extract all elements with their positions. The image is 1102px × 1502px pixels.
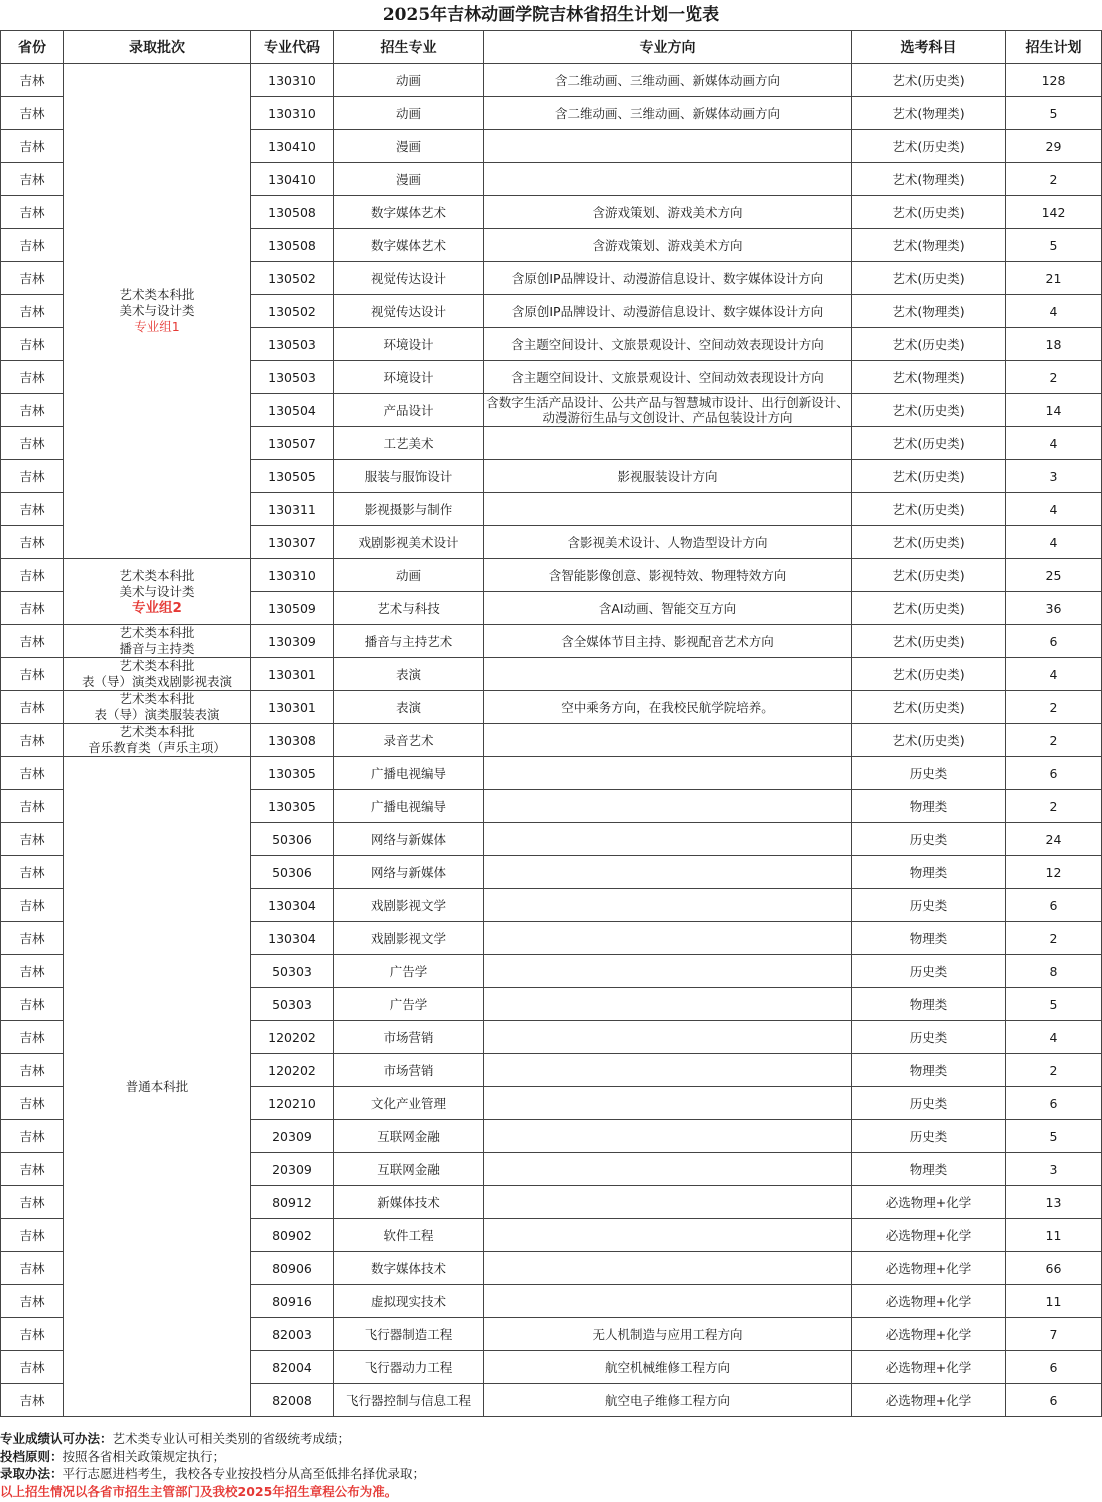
cell-plan: 14 [1006, 394, 1102, 427]
note-line [0, 1465, 1100, 1483]
cell-major: 文化产业管理 [334, 1087, 484, 1120]
cell-code: 20309 [251, 1120, 334, 1153]
cell-direction: 含原创IP品牌设计、动漫游信息设计、数字媒体设计方向 [484, 295, 852, 328]
cell-province: 吉林 [1, 823, 64, 856]
cell-major: 广播电视编导 [334, 757, 484, 790]
cell-plan: 8 [1006, 955, 1102, 988]
note-emphasis: 以上招生情况以各省市招生主管部门及我校2025年招生章程公布为准。 [0, 1483, 398, 1499]
table-row [1, 757, 1102, 790]
header-province: 省份 [1, 31, 64, 64]
cell-plan: 7 [1006, 1318, 1102, 1351]
batch-line1: 普通本科批 [125, 1078, 189, 1094]
cell-code: 130311 [251, 493, 334, 526]
note-text: 艺术类专业认可相关类别的省级统考成绩； [112, 1431, 351, 1446]
cell-province: 吉林 [1, 625, 64, 658]
cell-plan: 18 [1006, 328, 1102, 361]
cell-direction [484, 1186, 852, 1219]
cell-direction: 含二维动画、三维动画、新媒体动画方向 [484, 97, 852, 130]
note-label: 录取办法： [0, 1466, 63, 1481]
cell-plan: 4 [1006, 1021, 1102, 1054]
cell-major: 网络与新媒体 [334, 856, 484, 889]
cell-subject: 艺术(历史类) [852, 658, 1006, 691]
cell-province: 吉林 [1, 1153, 64, 1186]
cell-plan: 5 [1006, 229, 1102, 262]
cell-code: 130301 [251, 691, 334, 724]
cell-major: 表演 [334, 691, 484, 724]
cell-province: 吉林 [1, 889, 64, 922]
cell-province: 吉林 [1, 1318, 64, 1351]
cell-major: 市场营销 [334, 1021, 484, 1054]
cell-plan: 11 [1006, 1285, 1102, 1318]
cell-direction [484, 1252, 852, 1285]
cell-major: 飞行器动力工程 [334, 1351, 484, 1384]
cell-direction [484, 1087, 852, 1120]
batch-line1: 艺术类本科批 [119, 691, 195, 706]
cell-major: 工艺美术 [334, 427, 484, 460]
cell-subject: 艺术(历史类) [852, 625, 1006, 658]
cell-major: 飞行器制造工程 [334, 1318, 484, 1351]
cell-major: 漫画 [334, 163, 484, 196]
cell-code: 130301 [251, 658, 334, 691]
batch-line2: 播音与主持类 [119, 641, 195, 656]
cell-major: 数字媒体艺术 [334, 229, 484, 262]
cell-major: 产品设计 [334, 394, 484, 427]
cell-subject: 艺术(历史类) [852, 691, 1006, 724]
batch-line2: 美术与设计类 [119, 303, 195, 318]
cell-major: 数字媒体艺术 [334, 196, 484, 229]
cell-plan: 2 [1006, 790, 1102, 823]
cell-subject: 艺术(物理类) [852, 229, 1006, 262]
cell-major: 动画 [334, 97, 484, 130]
cell-plan: 2 [1006, 724, 1102, 757]
cell-plan: 2 [1006, 922, 1102, 955]
cell-batch [64, 625, 251, 658]
cell-direction: 含影视美术设计、人物造型设计方向 [484, 526, 852, 559]
cell-plan: 3 [1006, 1153, 1102, 1186]
cell-plan: 6 [1006, 889, 1102, 922]
cell-direction: 无人机制造与应用工程方向 [484, 1318, 852, 1351]
cell-province: 吉林 [1, 361, 64, 394]
cell-major: 播音与主持艺术 [334, 625, 484, 658]
cell-plan: 66 [1006, 1252, 1102, 1285]
cell-subject: 历史类 [852, 823, 1006, 856]
cell-direction [484, 724, 852, 757]
cell-major: 广播电视编导 [334, 790, 484, 823]
batch-line1: 艺术类本科批 [119, 724, 195, 739]
cell-code: 130503 [251, 361, 334, 394]
cell-plan: 4 [1006, 526, 1102, 559]
cell-plan: 11 [1006, 1219, 1102, 1252]
cell-direction: 含主题空间设计、文旅景观设计、空间动效表现设计方向 [484, 361, 852, 394]
cell-subject: 艺术(历史类) [852, 130, 1006, 163]
cell-subject: 必选物理+化学 [852, 1384, 1006, 1417]
cell-subject: 艺术(物理类) [852, 295, 1006, 328]
cell-subject: 艺术(物理类) [852, 163, 1006, 196]
cell-subject: 必选物理+化学 [852, 1318, 1006, 1351]
cell-code: 130508 [251, 229, 334, 262]
cell-direction [484, 1021, 852, 1054]
cell-major: 录音艺术 [334, 724, 484, 757]
cell-direction [484, 493, 852, 526]
cell-plan: 36 [1006, 592, 1102, 625]
cell-subject: 艺术(物理类) [852, 361, 1006, 394]
cell-subject: 物理类 [852, 1054, 1006, 1087]
batch-line1: 艺术类本科批 [119, 567, 195, 583]
cell-subject: 艺术(历史类) [852, 724, 1006, 757]
cell-subject: 历史类 [852, 1087, 1006, 1120]
cell-code: 130305 [251, 790, 334, 823]
cell-province: 吉林 [1, 757, 64, 790]
header-major: 招生专业 [334, 31, 484, 64]
cell-province: 吉林 [1, 724, 64, 757]
cell-direction [484, 823, 852, 856]
cell-code: 130304 [251, 889, 334, 922]
cell-province: 吉林 [1, 592, 64, 625]
cell-major: 表演 [334, 658, 484, 691]
cell-code: 130310 [251, 559, 334, 592]
cell-plan: 25 [1006, 559, 1102, 592]
batch-line1: 艺术类本科批 [119, 658, 195, 673]
cell-major: 戏剧影视文学 [334, 922, 484, 955]
cell-batch [64, 724, 251, 757]
cell-province: 吉林 [1, 559, 64, 592]
cell-subject: 艺术(历史类) [852, 460, 1006, 493]
cell-code: 130410 [251, 163, 334, 196]
cell-direction [484, 427, 852, 460]
cell-plan: 128 [1006, 64, 1102, 97]
cell-direction: 含原创IP品牌设计、动漫游信息设计、数字媒体设计方向 [484, 262, 852, 295]
cell-code: 82003 [251, 1318, 334, 1351]
cell-subject: 艺术(历史类) [852, 64, 1006, 97]
cell-province: 吉林 [1, 526, 64, 559]
cell-subject: 历史类 [852, 955, 1006, 988]
batch-line3: 专业组1 [134, 319, 180, 334]
note-line [0, 1483, 1100, 1501]
header-subject: 选考科目 [852, 31, 1006, 64]
cell-code: 130310 [251, 97, 334, 130]
batch-line2: 音乐教育类（声乐主项） [88, 740, 226, 755]
cell-code: 80912 [251, 1186, 334, 1219]
cell-plan: 6 [1006, 1351, 1102, 1384]
cell-plan: 24 [1006, 823, 1102, 856]
cell-plan: 142 [1006, 196, 1102, 229]
cell-batch [64, 658, 251, 691]
cell-code: 82008 [251, 1384, 334, 1417]
cell-code: 50303 [251, 988, 334, 1021]
cell-subject: 艺术(历史类) [852, 196, 1006, 229]
cell-province: 吉林 [1, 196, 64, 229]
cell-province: 吉林 [1, 790, 64, 823]
cell-major: 漫画 [334, 130, 484, 163]
cell-subject: 艺术(历史类) [852, 526, 1006, 559]
batch-line2: 美术与设计类 [119, 583, 195, 599]
cell-direction [484, 955, 852, 988]
cell-code: 50306 [251, 856, 334, 889]
cell-province: 吉林 [1, 1087, 64, 1120]
table-header-row [1, 31, 1102, 64]
cell-province: 吉林 [1, 988, 64, 1021]
cell-subject: 历史类 [852, 757, 1006, 790]
cell-direction: 含全媒体节目主持、影视配音艺术方向 [484, 625, 852, 658]
cell-province: 吉林 [1, 460, 64, 493]
cell-province: 吉林 [1, 1120, 64, 1153]
cell-subject: 艺术(历史类) [852, 427, 1006, 460]
cell-subject: 必选物理+化学 [852, 1252, 1006, 1285]
cell-plan: 13 [1006, 1186, 1102, 1219]
header-plan: 招生计划 [1006, 31, 1102, 64]
cell-direction [484, 163, 852, 196]
cell-plan: 2 [1006, 1054, 1102, 1087]
cell-direction: 航空机械维修工程方向 [484, 1351, 852, 1384]
cell-subject: 艺术(历史类) [852, 394, 1006, 427]
cell-subject: 必选物理+化学 [852, 1219, 1006, 1252]
cell-province: 吉林 [1, 97, 64, 130]
cell-major: 互联网金融 [334, 1120, 484, 1153]
cell-major: 艺术与科技 [334, 592, 484, 625]
cell-plan: 2 [1006, 361, 1102, 394]
cell-direction: 空中乘务方向，在我校民航学院培养。 [484, 691, 852, 724]
note-text: 平行志愿进档考生，我校各专业按投档分从高至低排名择优录取； [62, 1466, 426, 1481]
cell-code: 50303 [251, 955, 334, 988]
cell-subject: 必选物理+化学 [852, 1351, 1006, 1384]
note-label: 投档原则： [0, 1448, 63, 1464]
cell-code: 80906 [251, 1252, 334, 1285]
cell-major: 视觉传达设计 [334, 262, 484, 295]
cell-code: 130505 [251, 460, 334, 493]
cell-subject: 物理类 [852, 790, 1006, 823]
cell-code: 130509 [251, 592, 334, 625]
cell-direction: 影视服装设计方向 [484, 460, 852, 493]
note-line [0, 1448, 1100, 1466]
cell-plan: 12 [1006, 856, 1102, 889]
cell-batch [64, 757, 251, 1417]
cell-province: 吉林 [1, 922, 64, 955]
cell-direction [484, 889, 852, 922]
cell-direction: 含游戏策划、游戏美术方向 [484, 196, 852, 229]
cell-subject: 物理类 [852, 1153, 1006, 1186]
cell-major: 影视摄影与制作 [334, 493, 484, 526]
cell-plan: 5 [1006, 1120, 1102, 1153]
cell-plan: 29 [1006, 130, 1102, 163]
cell-direction [484, 1120, 852, 1153]
batch-line2: 表（导）演类服装表演 [94, 707, 220, 722]
cell-major: 市场营销 [334, 1054, 484, 1087]
table-body [1, 64, 1102, 1417]
cell-subject: 历史类 [852, 1021, 1006, 1054]
cell-code: 130305 [251, 757, 334, 790]
header-direction: 专业方向 [484, 31, 852, 64]
cell-province: 吉林 [1, 1285, 64, 1318]
cell-subject: 物理类 [852, 988, 1006, 1021]
batch-line1: 艺术类本科批 [119, 287, 195, 302]
cell-batch [64, 691, 251, 724]
cell-plan: 4 [1006, 658, 1102, 691]
cell-direction: 含二维动画、三维动画、新媒体动画方向 [484, 64, 852, 97]
cell-direction [484, 988, 852, 1021]
enrollment-table [0, 30, 1102, 1417]
cell-code: 120210 [251, 1087, 334, 1120]
cell-major: 服装与服饰设计 [334, 460, 484, 493]
page-title: 2025年吉林动画学院吉林省招生计划一览表 [382, 5, 720, 25]
cell-major: 环境设计 [334, 361, 484, 394]
cell-province: 吉林 [1, 394, 64, 427]
cell-major: 互联网金融 [334, 1153, 484, 1186]
cell-subject: 历史类 [852, 889, 1006, 922]
cell-plan: 21 [1006, 262, 1102, 295]
cell-code: 130410 [251, 130, 334, 163]
header-code: 专业代码 [251, 31, 334, 64]
cell-direction: 含主题空间设计、文旅景观设计、空间动效表现设计方向 [484, 328, 852, 361]
cell-code: 130504 [251, 394, 334, 427]
cell-direction [484, 1285, 852, 1318]
cell-plan: 6 [1006, 625, 1102, 658]
note-line [0, 1430, 1100, 1448]
cell-major: 广告学 [334, 955, 484, 988]
cell-plan: 4 [1006, 295, 1102, 328]
cell-code: 130502 [251, 262, 334, 295]
cell-province: 吉林 [1, 1351, 64, 1384]
cell-code: 130508 [251, 196, 334, 229]
cell-plan: 4 [1006, 493, 1102, 526]
cell-subject: 艺术(历史类) [852, 493, 1006, 526]
cell-major: 视觉传达设计 [334, 295, 484, 328]
cell-plan: 4 [1006, 427, 1102, 460]
cell-code: 130503 [251, 328, 334, 361]
cell-major: 动画 [334, 64, 484, 97]
batch-line3: 专业组2 [132, 599, 182, 616]
cell-direction [484, 856, 852, 889]
cell-subject: 必选物理+化学 [852, 1186, 1006, 1219]
cell-code: 130309 [251, 625, 334, 658]
cell-major: 数字媒体技术 [334, 1252, 484, 1285]
cell-major: 广告学 [334, 988, 484, 1021]
cell-direction [484, 130, 852, 163]
cell-subject: 物理类 [852, 922, 1006, 955]
cell-code: 80902 [251, 1219, 334, 1252]
cell-code: 130502 [251, 295, 334, 328]
cell-plan: 6 [1006, 757, 1102, 790]
cell-major: 网络与新媒体 [334, 823, 484, 856]
cell-major: 软件工程 [334, 1219, 484, 1252]
cell-subject: 艺术(历史类) [852, 592, 1006, 625]
cell-subject: 物理类 [852, 856, 1006, 889]
cell-plan: 3 [1006, 460, 1102, 493]
cell-major: 环境设计 [334, 328, 484, 361]
cell-province: 吉林 [1, 691, 64, 724]
cell-major: 虚拟现实技术 [334, 1285, 484, 1318]
note-label: 专业成绩认可办法： [0, 1431, 113, 1446]
cell-plan: 6 [1006, 1087, 1102, 1120]
cell-major: 新媒体技术 [334, 1186, 484, 1219]
cell-province: 吉林 [1, 262, 64, 295]
cell-plan: 2 [1006, 163, 1102, 196]
cell-direction: 含数字生活产品设计、公共产品与智慧城市设计、出行创新设计、动漫游衍生品与文创设计、产品包装设计方向 [484, 394, 852, 427]
cell-direction [484, 757, 852, 790]
cell-subject: 艺术(历史类) [852, 262, 1006, 295]
cell-code: 120202 [251, 1054, 334, 1087]
cell-batch [64, 559, 251, 625]
cell-code: 20309 [251, 1153, 334, 1186]
cell-direction [484, 790, 852, 823]
cell-code: 120202 [251, 1021, 334, 1054]
cell-province: 吉林 [1, 295, 64, 328]
cell-province: 吉林 [1, 1021, 64, 1054]
cell-province: 吉林 [1, 1219, 64, 1252]
cell-plan: 6 [1006, 1384, 1102, 1417]
header-batch: 录取批次 [64, 31, 251, 64]
note-text: 按照各省相关政策规定执行； [62, 1448, 226, 1464]
cell-major: 动画 [334, 559, 484, 592]
cell-direction: 含游戏策划、游戏美术方向 [484, 229, 852, 262]
cell-province: 吉林 [1, 493, 64, 526]
cell-code: 80916 [251, 1285, 334, 1318]
table-row [1, 724, 1102, 757]
cell-direction [484, 1153, 852, 1186]
cell-province: 吉林 [1, 856, 64, 889]
cell-plan: 5 [1006, 988, 1102, 1021]
cell-subject: 历史类 [852, 1120, 1006, 1153]
cell-subject: 必选物理+化学 [852, 1285, 1006, 1318]
cell-code: 130307 [251, 526, 334, 559]
cell-code: 130310 [251, 64, 334, 97]
cell-direction: 含智能影像创意、影视特效、物理特效方向 [484, 559, 852, 592]
cell-subject: 艺术(历史类) [852, 559, 1006, 592]
cell-direction: 含AI动画、智能交互方向 [484, 592, 852, 625]
cell-province: 吉林 [1, 658, 64, 691]
cell-province: 吉林 [1, 427, 64, 460]
cell-subject: 艺术(物理类) [852, 97, 1006, 130]
notes [0, 1430, 1100, 1500]
cell-plan: 5 [1006, 97, 1102, 130]
cell-direction [484, 658, 852, 691]
cell-province: 吉林 [1, 163, 64, 196]
cell-major: 飞行器控制与信息工程 [334, 1384, 484, 1417]
cell-major: 戏剧影视文学 [334, 889, 484, 922]
cell-subject: 艺术(历史类) [852, 328, 1006, 361]
cell-direction: 航空电子维修工程方向 [484, 1384, 852, 1417]
cell-province: 吉林 [1, 1186, 64, 1219]
cell-code: 130304 [251, 922, 334, 955]
table-row [1, 691, 1102, 724]
cell-code: 50306 [251, 823, 334, 856]
cell-direction [484, 1054, 852, 1087]
cell-code: 130308 [251, 724, 334, 757]
table-row [1, 658, 1102, 691]
cell-code: 82004 [251, 1351, 334, 1384]
table-row [1, 64, 1102, 97]
batch-line2: 表（导）演类戏剧影视表演 [81, 674, 232, 689]
cell-major: 戏剧影视美术设计 [334, 526, 484, 559]
cell-province: 吉林 [1, 229, 64, 262]
batch-line1: 艺术类本科批 [119, 625, 195, 640]
table-row [1, 559, 1102, 592]
cell-province: 吉林 [1, 130, 64, 163]
cell-code: 130507 [251, 427, 334, 460]
cell-batch [64, 64, 251, 559]
cell-province: 吉林 [1, 328, 64, 361]
cell-province: 吉林 [1, 64, 64, 97]
cell-plan: 2 [1006, 691, 1102, 724]
table-row [1, 625, 1102, 658]
cell-province: 吉林 [1, 1384, 64, 1417]
cell-direction [484, 1219, 852, 1252]
cell-province: 吉林 [1, 1252, 64, 1285]
cell-direction [484, 922, 852, 955]
cell-province: 吉林 [1, 955, 64, 988]
cell-province: 吉林 [1, 1054, 64, 1087]
